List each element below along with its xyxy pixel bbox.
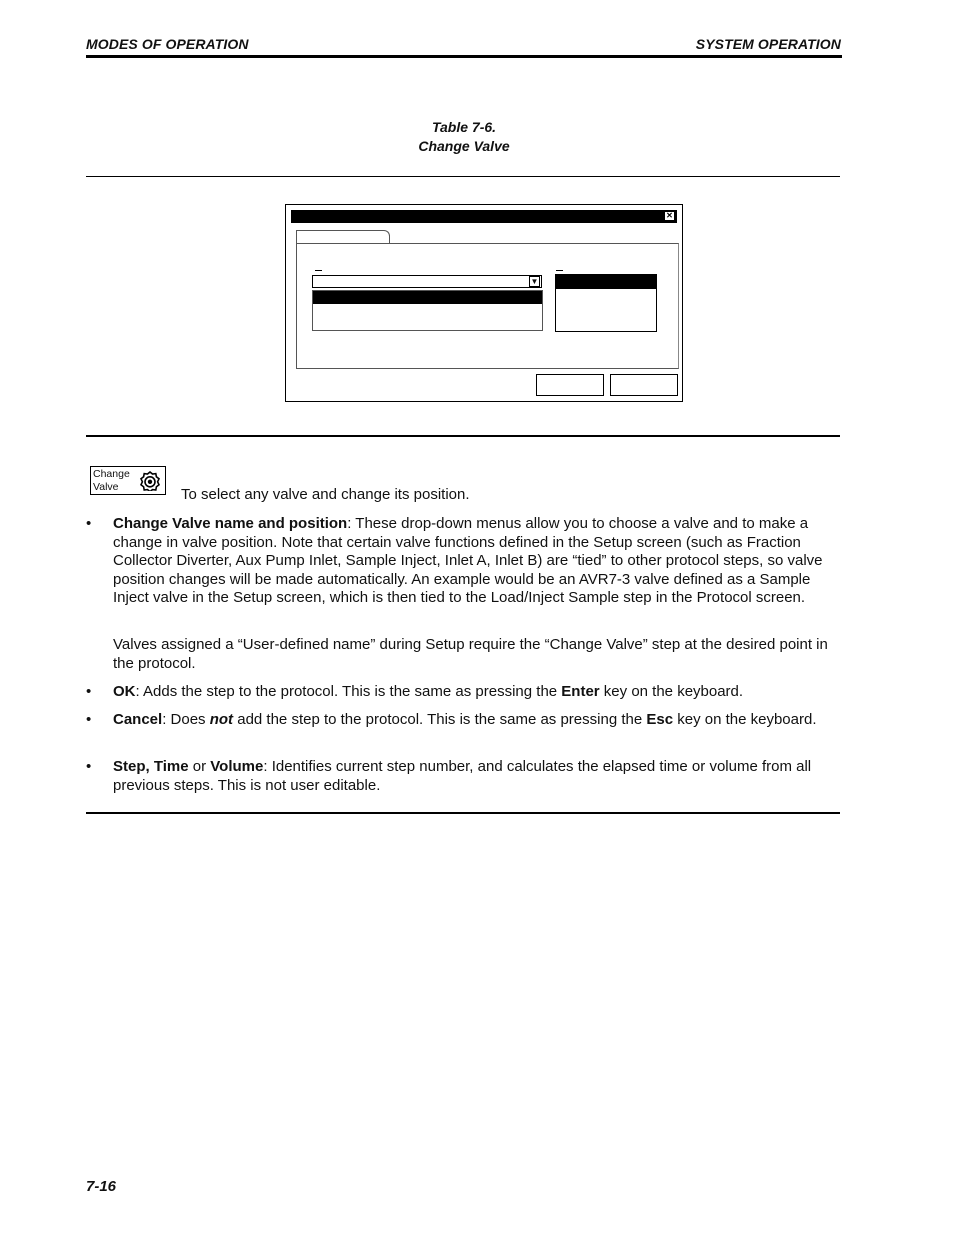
valve-name-label <box>315 270 322 271</box>
table-number: Table 7-6. <box>431 119 497 135</box>
bullet-marker: • <box>86 515 92 532</box>
tool-button-label <box>93 468 130 493</box>
bullet-text: : Does <box>162 711 210 728</box>
bullet-lead: Cancel <box>113 711 163 728</box>
valve-position-selected-item[interactable] <box>556 275 656 289</box>
bullet-lead: Volume <box>210 758 264 775</box>
chapter-header: SYSTEM OPERATION <box>695 36 841 52</box>
bullet-change-valve <box>113 515 840 608</box>
ok-button[interactable] <box>536 374 604 396</box>
bullet-cancel <box>113 711 840 730</box>
section-end-rule <box>86 812 840 814</box>
bullet-lead: Change Valve name and position <box>113 515 348 532</box>
bullet-text: add the step to the protocol. This is the same as pressing the <box>233 711 647 728</box>
valve-name-dropdown[interactable] <box>312 275 542 288</box>
bullet-text: or <box>188 758 211 775</box>
key-name: Esc <box>646 711 674 728</box>
bullet-step-time-volume <box>113 758 840 795</box>
bullet-lead: OK <box>113 683 136 700</box>
bullet-text: key on the keyboard. <box>599 683 744 700</box>
valve-position-label <box>556 270 563 271</box>
page-number: 7-16 <box>86 1178 117 1195</box>
bullet-text: : These drop-down menus allow you to choose a valve and to make a change in valve position. Note that certain valve functions defined in the Setup screen (such as Fraction Collector Diverter, Aux Pump Inlet, Sample Inject, Inlet A, Inlet B) are “tied” to other protocol steps, so valve position changes will be made automatically. An example would be an AVR7-3 valve defined as a Sample Inject valve in the Setup screen, which is then tied to the Load/Inject Sample step in the Protocol screen. <box>113 515 823 607</box>
table-bottom-rule <box>86 435 840 437</box>
valve-position-list[interactable] <box>555 274 657 332</box>
bullet-ok <box>113 683 840 702</box>
table-title: Change Valve <box>418 138 510 154</box>
tool-button-line2: Valve <box>93 480 119 493</box>
emphasis: not <box>209 711 234 728</box>
tool-button-line1: Change <box>93 468 130 480</box>
header-rule <box>86 55 842 58</box>
bullet-followup: Valves assigned a “User-defined name” during Setup require the “Change Valve” step at the desired point in the protocol. <box>113 636 828 672</box>
chevron-down-icon[interactable]: ▼ <box>530 277 539 286</box>
change-valve-dialog <box>285 204 683 402</box>
intro-text: To select any valve and change its position. <box>181 486 470 503</box>
bullet-text: key on the keyboard. <box>673 711 817 728</box>
dialog-titlebar <box>291 210 677 223</box>
table-top-rule <box>86 176 840 177</box>
key-name: Enter <box>561 683 600 700</box>
bullet-lead: Step, Time <box>113 758 189 775</box>
bullet-marker: • <box>86 683 92 700</box>
section-header: MODES OF OPERATION <box>86 36 249 52</box>
valve-icon <box>140 471 160 491</box>
cancel-button[interactable] <box>610 374 678 396</box>
dialog-tab[interactable] <box>296 230 390 244</box>
bullet-text: : Adds the step to the protocol. This is the same as pressing the <box>135 683 562 700</box>
change-valve-tool-button <box>90 466 166 495</box>
valve-name-list[interactable] <box>312 290 543 331</box>
bullet-text: : Identifies current step number, and calculates the elapsed time or volume from all previous steps. This is not user editable. <box>113 758 812 794</box>
bullet-marker: • <box>86 711 92 728</box>
close-icon[interactable]: ✕ <box>666 211 673 220</box>
bullet-marker: • <box>86 758 92 775</box>
valve-name-selected-item[interactable] <box>313 291 542 304</box>
